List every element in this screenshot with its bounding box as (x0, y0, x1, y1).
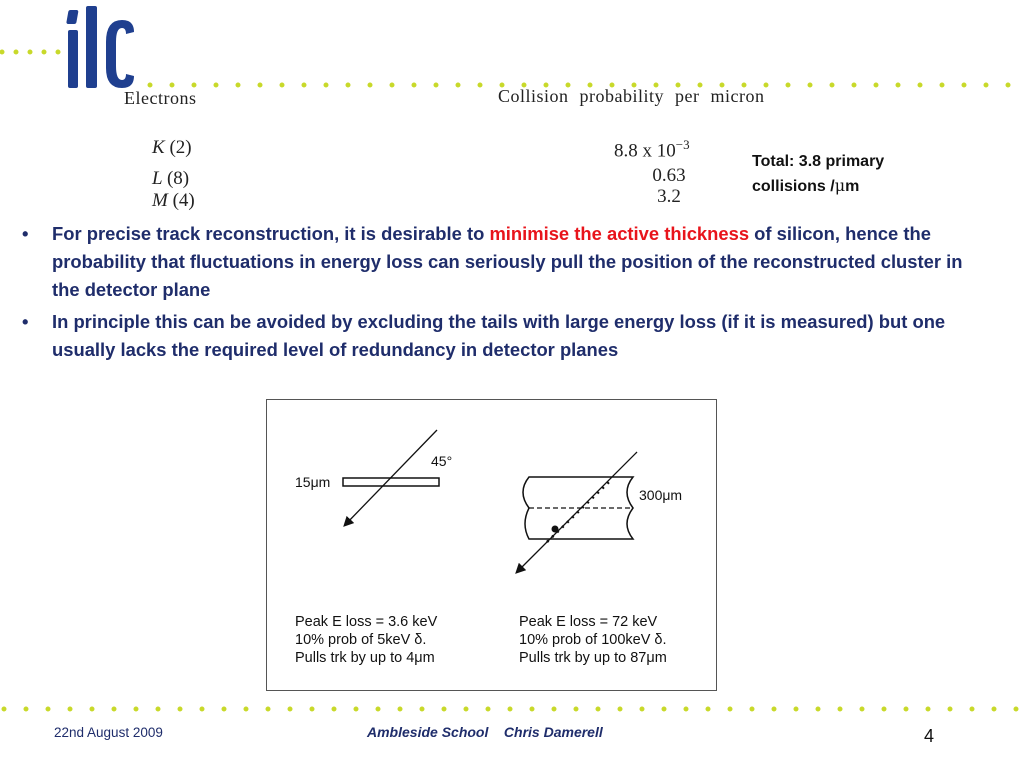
electrons-header: Electrons (124, 88, 197, 108)
footer-date: 22nd August 2009 (54, 725, 163, 740)
thin-silicon-layer (343, 478, 439, 486)
left-caption: Peak E loss = 3.6 keV 10% prob of 5keV δ. Pulls trk by up to 4μm (295, 614, 438, 666)
bullet-item: • For precise track reconstruction, it is desirable to minimise the active thickness of silicon, hence the probability that fluctuations in energy loss can seriously pull the position of the reconstructed cluster in the detector plane (22, 220, 982, 304)
bullet-list (22, 220, 982, 368)
ilc-logo (62, 2, 142, 92)
bottom-dotted-divider (0, 704, 1024, 714)
footer-presenter: Ambleside School Chris Damerell (367, 724, 603, 740)
probability-l: 0.63 (652, 165, 686, 186)
collision-probability-header: Collision probability per micron (498, 86, 765, 106)
thick-label: 300μm (639, 487, 683, 503)
right-caption: Peak E loss = 72 keV 10% prob of 100keV δ. Pulls trk by up to 87μm (519, 614, 667, 666)
top-left-dots (0, 47, 70, 57)
track-diagram (266, 399, 717, 691)
bullet-item: • In principle this can be avoided by excluding the tails with large energy loss (if it is measured) but one usually lacks the required level of redundancy in detector planes (22, 308, 982, 364)
shell-row-l: L (8) (152, 168, 190, 189)
delta-ray-dot (552, 526, 559, 533)
shell-row-k: K (2) (152, 137, 192, 158)
probability-m: 3.2 (657, 186, 681, 207)
bullet-marker: • (22, 311, 29, 332)
total-collisions-note: Total: 3.8 primary collisions /μm (752, 153, 885, 195)
shell-row-m: M (4) (152, 190, 195, 211)
thin-label: 15μm (295, 474, 331, 490)
page-number: 4 (924, 726, 935, 746)
probability-k: 8.8 x $10^{-3}$ (614, 137, 690, 162)
bullet-marker: • (22, 223, 29, 244)
highlight-text: minimise the active thickness (489, 223, 750, 244)
angle-label: 45° (431, 453, 453, 469)
